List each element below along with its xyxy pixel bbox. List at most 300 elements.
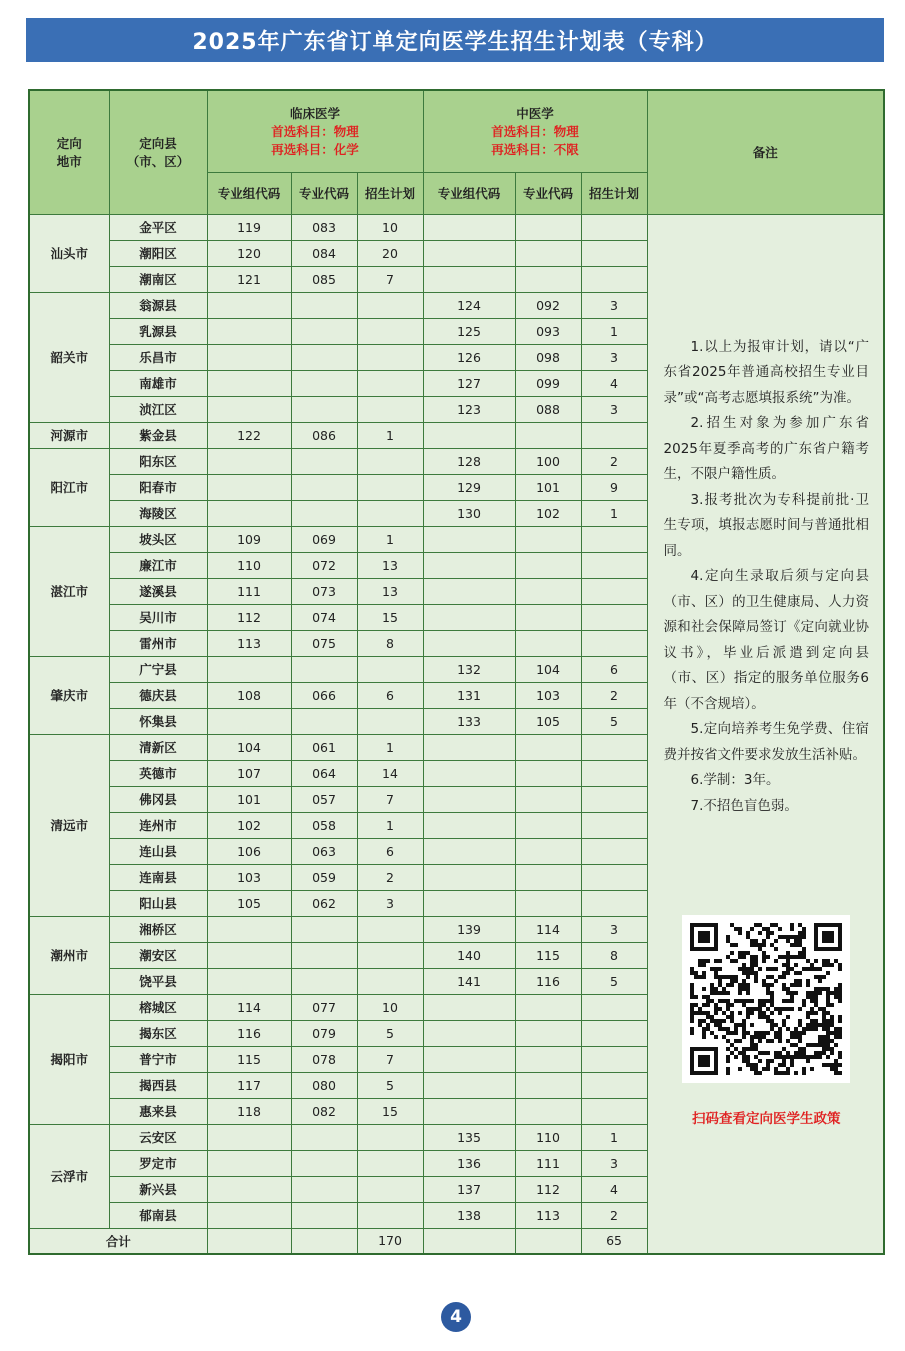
clinical-major-code-cell: 082 <box>291 1098 357 1124</box>
city-cell: 湛江市 <box>29 526 109 656</box>
clinical-group-code-cell: 114 <box>207 994 291 1020</box>
remark-item: 7.不招色盲色弱。 <box>690 797 798 814</box>
clinical-group-code-cell: 109 <box>207 526 291 552</box>
tcm-plan-cell: 2 <box>581 682 647 708</box>
qr-caption: 扫码查看定向医学生政策 <box>692 1111 841 1127</box>
clinical-group-code-cell <box>207 344 291 370</box>
county-cell: 揭西县 <box>109 1072 207 1098</box>
tcm-major-code-cell <box>515 994 581 1020</box>
clinical-major-code-cell: 085 <box>291 266 357 292</box>
clinical-major-code-cell <box>291 318 357 344</box>
clinical-plan-cell <box>357 1202 423 1228</box>
tcm-plan-cell <box>581 604 647 630</box>
clinical-plan-cell: 8 <box>357 630 423 656</box>
county-cell: 遂溪县 <box>109 578 207 604</box>
col-tcm-group: 专业组代码 <box>423 172 515 214</box>
tcm-major-code-cell <box>515 266 581 292</box>
clinical-plan-cell <box>357 370 423 396</box>
table-row <box>29 214 884 240</box>
tcm-plan-cell: 5 <box>581 968 647 994</box>
col-clinical-group: 专业组代码 <box>207 172 291 214</box>
clinical-major-code-cell <box>291 1124 357 1150</box>
tcm-plan-cell <box>581 240 647 266</box>
tcm-group-code-cell <box>423 526 515 552</box>
clinical-major-code-cell: 073 <box>291 578 357 604</box>
tcm-group-code-cell <box>423 552 515 578</box>
clinical-plan-cell: 15 <box>357 604 423 630</box>
tcm-group-code-cell: 138 <box>423 1202 515 1228</box>
tcm-group-code-cell: 124 <box>423 292 515 318</box>
clinical-group-code-cell <box>207 1124 291 1150</box>
tcm-major-code-cell: 092 <box>515 292 581 318</box>
tcm-plan-cell: 4 <box>581 370 647 396</box>
tcm-group-code-cell <box>423 214 515 240</box>
col-clinical-plan: 招生计划 <box>357 172 423 214</box>
clinical-group-code-cell: 102 <box>207 812 291 838</box>
clinical-plan-cell <box>357 1124 423 1150</box>
tcm-group-code-cell: 128 <box>423 448 515 474</box>
tcm-major-code-cell <box>515 812 581 838</box>
tcm-major-code-cell <box>515 604 581 630</box>
total-label: 合计 <box>29 1228 207 1254</box>
tcm-plan-cell: 1 <box>581 318 647 344</box>
header-clinical: 临床医学 首选科目：物理 再选科目：化学 <box>207 90 423 172</box>
enrollment-plan-table <box>28 89 885 1255</box>
city-cell: 云浮市 <box>29 1124 109 1228</box>
tcm-group-code-cell <box>423 734 515 760</box>
tcm-major-code-cell <box>515 552 581 578</box>
tcm-major-code-cell <box>515 760 581 786</box>
county-cell: 榕城区 <box>109 994 207 1020</box>
county-cell: 乳源县 <box>109 318 207 344</box>
tcm-plan-cell <box>581 994 647 1020</box>
clinical-plan-cell: 10 <box>357 214 423 240</box>
county-cell: 雷州市 <box>109 630 207 656</box>
clinical-plan-cell: 1 <box>357 526 423 552</box>
county-cell: 连南县 <box>109 864 207 890</box>
clinical-major-code-cell <box>291 708 357 734</box>
county-cell: 阳山县 <box>109 890 207 916</box>
clinical-plan-cell: 7 <box>357 1046 423 1072</box>
clinical-plan-cell: 1 <box>357 422 423 448</box>
tcm-plan-cell <box>581 1020 647 1046</box>
clinical-group-code-cell: 111 <box>207 578 291 604</box>
county-cell: 怀集县 <box>109 708 207 734</box>
clinical-group-code-cell <box>207 370 291 396</box>
county-cell: 阳东区 <box>109 448 207 474</box>
tcm-group-code-cell: 133 <box>423 708 515 734</box>
tcm-group-code-cell <box>423 786 515 812</box>
city-cell: 潮州市 <box>29 916 109 994</box>
tcm-plan-cell <box>581 266 647 292</box>
clinical-group-code-cell <box>207 1176 291 1202</box>
tcm-group-code-cell <box>423 838 515 864</box>
tcm-group-code-cell: 131 <box>423 682 515 708</box>
county-cell: 阳春市 <box>109 474 207 500</box>
tcm-group-code-cell <box>423 630 515 656</box>
tcm-major-code-cell: 115 <box>515 942 581 968</box>
header-city: 定向 地市 <box>29 90 109 214</box>
col-clinical-major: 专业代码 <box>291 172 357 214</box>
clinical-major-code-cell: 086 <box>291 422 357 448</box>
qr-code-icon[interactable] <box>682 915 850 1083</box>
county-cell: 揭东区 <box>109 1020 207 1046</box>
clinical-group-code-cell <box>207 916 291 942</box>
clinical-group-code-cell <box>207 1150 291 1176</box>
tcm-group-code-cell <box>423 812 515 838</box>
clinical-major-code-cell: 061 <box>291 734 357 760</box>
clinical-group-code-cell: 105 <box>207 890 291 916</box>
clinical-plan-cell: 13 <box>357 552 423 578</box>
clinical-group-code-cell: 122 <box>207 422 291 448</box>
tcm-major-code-cell: 088 <box>515 396 581 422</box>
clinical-group-code-cell: 120 <box>207 240 291 266</box>
total-value: 170 <box>357 1228 423 1254</box>
clinical-major-code-cell: 077 <box>291 994 357 1020</box>
clinical-major-code-cell <box>291 656 357 682</box>
county-cell: 南雄市 <box>109 370 207 396</box>
tcm-plan-cell <box>581 1046 647 1072</box>
tcm-group-code-cell: 136 <box>423 1150 515 1176</box>
clinical-plan-cell: 6 <box>357 682 423 708</box>
county-cell: 佛冈县 <box>109 786 207 812</box>
clinical-group-code-cell: 106 <box>207 838 291 864</box>
clinical-plan-cell: 20 <box>357 240 423 266</box>
clinical-group-code-cell: 103 <box>207 864 291 890</box>
clinical-plan-cell: 1 <box>357 734 423 760</box>
header-tcm: 中医学 首选科目：物理 再选科目：不限 <box>423 90 647 172</box>
tcm-plan-cell: 1 <box>581 500 647 526</box>
header-county: 定向县 （市、区） <box>109 90 207 214</box>
tcm-plan-cell <box>581 630 647 656</box>
clinical-major-code-cell <box>291 1176 357 1202</box>
clinical-group-code-cell: 112 <box>207 604 291 630</box>
tcm-plan-cell: 3 <box>581 396 647 422</box>
clinical-group-code-cell: 107 <box>207 760 291 786</box>
clinical-plan-cell <box>357 968 423 994</box>
clinical-plan-cell: 15 <box>357 1098 423 1124</box>
clinical-major-code-cell: 075 <box>291 630 357 656</box>
clinical-major-code-cell: 063 <box>291 838 357 864</box>
col-tcm-major: 专业代码 <box>515 172 581 214</box>
clinical-plan-cell <box>357 474 423 500</box>
clinical-group-code-cell: 110 <box>207 552 291 578</box>
tcm-group-code-cell: 126 <box>423 344 515 370</box>
remark-item: 3.报考批次为专科提前批·卫生专项，填报志愿时间与普通批相同。 <box>663 491 870 559</box>
clinical-major-code-cell: 072 <box>291 552 357 578</box>
tcm-plan-cell: 3 <box>581 1150 647 1176</box>
clinical-group-code-cell: 118 <box>207 1098 291 1124</box>
tcm-major-code-cell <box>515 838 581 864</box>
city-cell: 清远市 <box>29 734 109 916</box>
clinical-plan-cell: 2 <box>357 864 423 890</box>
clinical-plan-cell <box>357 448 423 474</box>
tcm-group-code-cell: 123 <box>423 396 515 422</box>
tcm-plan-cell: 3 <box>581 292 647 318</box>
tcm-group-code-cell: 130 <box>423 500 515 526</box>
tcm-major-code-cell: 103 <box>515 682 581 708</box>
city-cell: 肇庆市 <box>29 656 109 734</box>
county-cell: 坡头区 <box>109 526 207 552</box>
county-cell: 潮阳区 <box>109 240 207 266</box>
clinical-plan-cell: 1 <box>357 812 423 838</box>
clinical-major-code-cell <box>291 448 357 474</box>
tcm-major-code-cell <box>515 786 581 812</box>
tcm-group-code-cell: 135 <box>423 1124 515 1150</box>
tcm-plan-cell: 2 <box>581 1202 647 1228</box>
clinical-plan-cell: 10 <box>357 994 423 1020</box>
tcm-major-code-cell: 104 <box>515 656 581 682</box>
tcm-major-code-cell <box>515 1098 581 1124</box>
county-cell: 湘桥区 <box>109 916 207 942</box>
clinical-group-code-cell <box>207 448 291 474</box>
tcm-group-code-cell <box>423 1072 515 1098</box>
clinical-group-code-cell: 108 <box>207 682 291 708</box>
tcm-plan-cell <box>581 214 647 240</box>
county-cell: 罗定市 <box>109 1150 207 1176</box>
tcm-major-code-cell <box>515 422 581 448</box>
tcm-plan-cell <box>581 734 647 760</box>
header-remarks: 备注 <box>647 90 884 214</box>
county-cell: 潮安区 <box>109 942 207 968</box>
tcm-plan-cell: 4 <box>581 1176 647 1202</box>
tcm-major-code-cell <box>515 214 581 240</box>
clinical-plan-cell <box>357 916 423 942</box>
tcm-major-code-cell: 093 <box>515 318 581 344</box>
clinical-major-code-cell: 083 <box>291 214 357 240</box>
total-empty <box>207 1228 291 1254</box>
clinical-group-code-cell: 119 <box>207 214 291 240</box>
tcm-group-code-cell <box>423 760 515 786</box>
clinical-plan-cell <box>357 344 423 370</box>
county-cell: 浈江区 <box>109 396 207 422</box>
county-cell: 饶平县 <box>109 968 207 994</box>
total-value: 65 <box>581 1228 647 1254</box>
county-cell: 普宁市 <box>109 1046 207 1072</box>
tcm-major-code-cell <box>515 526 581 552</box>
tcm-major-code-cell: 099 <box>515 370 581 396</box>
tcm-plan-cell <box>581 526 647 552</box>
tcm-major-code-cell: 113 <box>515 1202 581 1228</box>
clinical-major-code-cell: 066 <box>291 682 357 708</box>
tcm-major-code-cell <box>515 1072 581 1098</box>
clinical-group-code-cell <box>207 292 291 318</box>
tcm-group-code-cell: 132 <box>423 656 515 682</box>
county-cell: 翁源县 <box>109 292 207 318</box>
clinical-plan-cell <box>357 656 423 682</box>
clinical-major-code-cell <box>291 500 357 526</box>
remarks-cell <box>647 214 884 1254</box>
clinical-major-code-cell: 062 <box>291 890 357 916</box>
clinical-group-code-cell <box>207 708 291 734</box>
clinical-group-code-cell <box>207 396 291 422</box>
clinical-major-code-cell: 074 <box>291 604 357 630</box>
tcm-major-code-cell: 111 <box>515 1150 581 1176</box>
tcm-major-code-cell <box>515 864 581 890</box>
clinical-plan-cell <box>357 1150 423 1176</box>
tcm-plan-cell <box>581 864 647 890</box>
clinical-group-code-cell: 116 <box>207 1020 291 1046</box>
clinical-plan-cell <box>357 318 423 344</box>
tcm-group-code-cell: 139 <box>423 916 515 942</box>
remark-item: 2.招生对象为参加广东省2025年夏季高考的广东省户籍考生，不限户籍性质。 <box>663 415 870 482</box>
tcm-plan-cell <box>581 422 647 448</box>
clinical-plan-cell <box>357 1176 423 1202</box>
clinical-plan-cell: 5 <box>357 1020 423 1046</box>
county-cell: 惠来县 <box>109 1098 207 1124</box>
clinical-plan-cell: 7 <box>357 266 423 292</box>
tcm-group-code-cell <box>423 1046 515 1072</box>
clinical-group-code-cell <box>207 942 291 968</box>
clinical-major-code-cell <box>291 344 357 370</box>
col-tcm-plan: 招生计划 <box>581 172 647 214</box>
tcm-plan-cell: 1 <box>581 1124 647 1150</box>
total-empty <box>515 1228 581 1254</box>
clinical-major-code-cell <box>291 942 357 968</box>
county-cell: 海陵区 <box>109 500 207 526</box>
city-cell: 汕头市 <box>29 214 109 292</box>
city-cell: 阳江市 <box>29 448 109 526</box>
tcm-major-code-cell: 114 <box>515 916 581 942</box>
tcm-plan-cell <box>581 890 647 916</box>
tcm-plan-cell: 6 <box>581 656 647 682</box>
city-cell: 揭阳市 <box>29 994 109 1124</box>
city-cell: 韶关市 <box>29 292 109 422</box>
county-cell: 吴川市 <box>109 604 207 630</box>
clinical-major-code-cell: 084 <box>291 240 357 266</box>
county-cell: 连山县 <box>109 838 207 864</box>
tcm-major-code-cell: 102 <box>515 500 581 526</box>
tcm-plan-cell: 3 <box>581 344 647 370</box>
tcm-major-code-cell: 112 <box>515 1176 581 1202</box>
county-cell: 新兴县 <box>109 1176 207 1202</box>
county-cell: 潮南区 <box>109 266 207 292</box>
clinical-major-code-cell: 069 <box>291 526 357 552</box>
remark-item: 1.以上为报审计划，请以“广东省2025年普通高校招生专业目录”或“高考志愿填报系统”为准。 <box>663 338 870 406</box>
tcm-group-code-cell: 129 <box>423 474 515 500</box>
tcm-major-code-cell: 116 <box>515 968 581 994</box>
clinical-plan-cell: 5 <box>357 1072 423 1098</box>
remark-item: 4.定向生录取后须与定向县（市、区）的卫生健康局、人力资源和社会保障局签订《定向就业协议书》，毕业后派遣到定向县（市、区）指定的服务单位服务6年（不含规培）。 <box>663 568 870 712</box>
clinical-major-code-cell <box>291 370 357 396</box>
total-empty <box>423 1228 515 1254</box>
clinical-group-code-cell <box>207 500 291 526</box>
tcm-plan-cell <box>581 1098 647 1124</box>
clinical-group-code-cell <box>207 968 291 994</box>
tcm-major-code-cell <box>515 578 581 604</box>
tcm-major-code-cell: 101 <box>515 474 581 500</box>
tcm-plan-cell <box>581 578 647 604</box>
clinical-major-code-cell: 080 <box>291 1072 357 1098</box>
clinical-major-code-cell <box>291 916 357 942</box>
tcm-group-code-cell <box>423 422 515 448</box>
tcm-group-code-cell <box>423 994 515 1020</box>
county-cell: 乐昌市 <box>109 344 207 370</box>
clinical-major-code-cell <box>291 474 357 500</box>
tcm-plan-cell: 8 <box>581 942 647 968</box>
clinical-major-code-cell: 058 <box>291 812 357 838</box>
clinical-plan-cell: 13 <box>357 578 423 604</box>
county-cell: 清新区 <box>109 734 207 760</box>
clinical-group-code-cell <box>207 318 291 344</box>
tcm-major-code-cell <box>515 1046 581 1072</box>
tcm-major-code-cell <box>515 734 581 760</box>
clinical-group-code-cell <box>207 474 291 500</box>
clinical-plan-cell: 3 <box>357 890 423 916</box>
clinical-group-code-cell <box>207 1202 291 1228</box>
tcm-group-code-cell: 127 <box>423 370 515 396</box>
tcm-group-code-cell: 141 <box>423 968 515 994</box>
tcm-group-code-cell <box>423 578 515 604</box>
clinical-major-code-cell: 057 <box>291 786 357 812</box>
county-cell: 郁南县 <box>109 1202 207 1228</box>
tcm-plan-cell: 3 <box>581 916 647 942</box>
county-cell: 廉江市 <box>109 552 207 578</box>
clinical-major-code-cell <box>291 292 357 318</box>
tcm-plan-cell: 2 <box>581 448 647 474</box>
clinical-plan-cell <box>357 942 423 968</box>
clinical-plan-cell <box>357 396 423 422</box>
clinical-plan-cell <box>357 708 423 734</box>
clinical-plan-cell: 6 <box>357 838 423 864</box>
tcm-plan-cell <box>581 1072 647 1098</box>
clinical-group-code-cell: 121 <box>207 266 291 292</box>
clinical-plan-cell: 7 <box>357 786 423 812</box>
tcm-major-code-cell <box>515 1020 581 1046</box>
clinical-major-code-cell: 079 <box>291 1020 357 1046</box>
clinical-group-code-cell: 117 <box>207 1072 291 1098</box>
clinical-major-code-cell <box>291 1202 357 1228</box>
clinical-major-code-cell: 078 <box>291 1046 357 1072</box>
clinical-major-code-cell <box>291 1150 357 1176</box>
remark-item: 6.学制：3年。 <box>690 772 780 788</box>
county-cell: 金平区 <box>109 214 207 240</box>
tcm-group-code-cell <box>423 864 515 890</box>
clinical-group-code-cell: 104 <box>207 734 291 760</box>
tcm-plan-cell: 5 <box>581 708 647 734</box>
tcm-plan-cell: 9 <box>581 474 647 500</box>
county-cell: 广宁县 <box>109 656 207 682</box>
clinical-group-code-cell: 113 <box>207 630 291 656</box>
tcm-major-code-cell <box>515 890 581 916</box>
page-title: 2025年广东省订单定向医学生招生计划表（专科） <box>26 18 884 62</box>
county-cell: 连州市 <box>109 812 207 838</box>
tcm-group-code-cell: 137 <box>423 1176 515 1202</box>
tcm-group-code-cell <box>423 240 515 266</box>
clinical-group-code-cell: 101 <box>207 786 291 812</box>
remark-item: 5.定向培养考生免学费、住宿费并按省文件要求发放生活补贴。 <box>663 721 870 763</box>
tcm-plan-cell <box>581 812 647 838</box>
tcm-major-code-cell <box>515 630 581 656</box>
tcm-major-code-cell: 098 <box>515 344 581 370</box>
tcm-plan-cell <box>581 552 647 578</box>
clinical-major-code-cell: 064 <box>291 760 357 786</box>
clinical-plan-cell <box>357 292 423 318</box>
tcm-plan-cell <box>581 760 647 786</box>
clinical-plan-cell <box>357 500 423 526</box>
tcm-plan-cell <box>581 786 647 812</box>
tcm-major-code-cell <box>515 240 581 266</box>
tcm-major-code-cell: 100 <box>515 448 581 474</box>
tcm-group-code-cell: 140 <box>423 942 515 968</box>
county-cell: 云安区 <box>109 1124 207 1150</box>
county-cell: 英德市 <box>109 760 207 786</box>
clinical-group-code-cell <box>207 656 291 682</box>
tcm-major-code-cell: 105 <box>515 708 581 734</box>
county-cell: 德庆县 <box>109 682 207 708</box>
tcm-group-code-cell <box>423 604 515 630</box>
tcm-group-code-cell <box>423 266 515 292</box>
